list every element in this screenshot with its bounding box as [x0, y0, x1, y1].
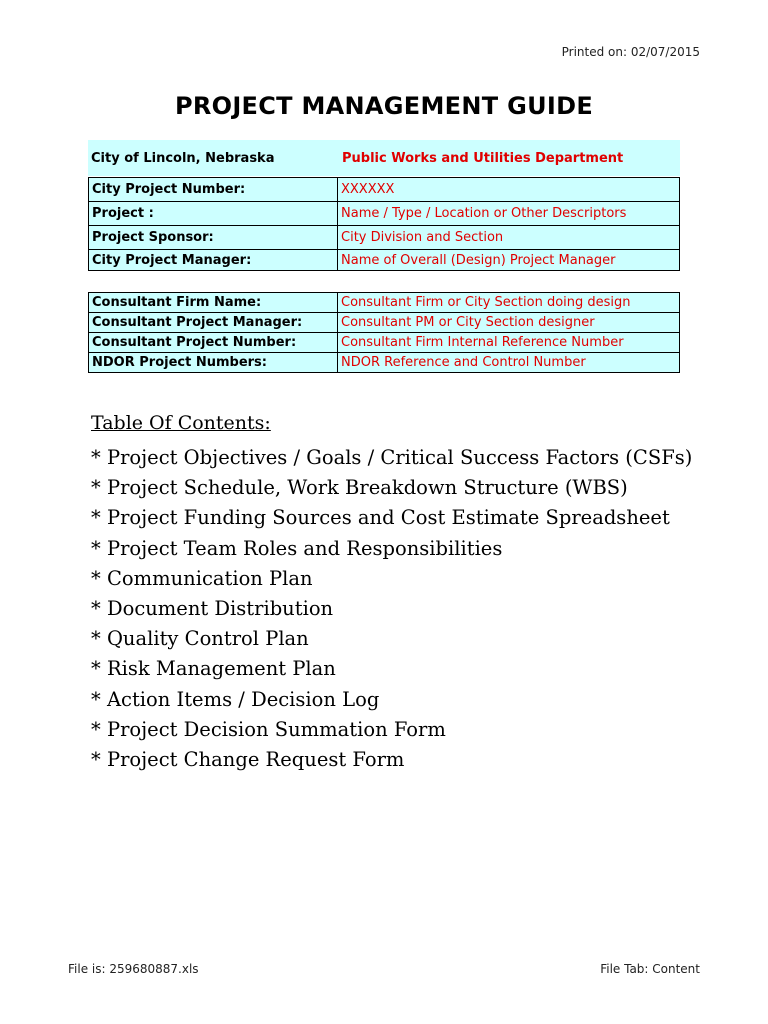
project-sponsor-value[interactable]: City Division and Section — [338, 226, 680, 250]
table-row — [89, 293, 680, 313]
page-title: PROJECT MANAGEMENT GUIDE — [174, 92, 594, 120]
project-number-value[interactable]: XXXXXX — [338, 178, 680, 202]
project-info-table — [88, 177, 680, 271]
ndor-project-numbers-label: NDOR Project Numbers: — [89, 353, 338, 373]
organization-header — [88, 140, 680, 176]
project-value[interactable]: Name / Type / Location or Other Descriptors — [338, 202, 680, 226]
table-row — [89, 226, 680, 250]
toc-item-change-request: * Project Change Request Form — [91, 747, 405, 771]
consultant-firm-label: Consultant Firm Name: — [89, 293, 338, 313]
table-row — [89, 202, 680, 226]
consultant-pm-value[interactable]: Consultant PM or City Section designer — [338, 313, 680, 333]
project-manager-label: City Project Manager: — [89, 250, 338, 271]
toc-item-quality-control: * Quality Control Plan — [91, 627, 309, 651]
table-row — [89, 313, 680, 333]
toc-item-funding: * Project Funding Sources and Cost Estimate Spreadsheet — [91, 506, 670, 530]
consultant-project-number-value[interactable]: Consultant Firm Internal Reference Number — [338, 333, 680, 353]
project-number-label: City Project Number: — [89, 178, 338, 202]
toc-list — [91, 443, 692, 775]
department-name: Public Works and Utilities Department — [342, 150, 624, 166]
city-name: City of Lincoln, Nebraska — [91, 150, 275, 166]
consultant-firm-value[interactable]: Consultant Firm or City Section doing design — [338, 293, 680, 313]
table-of-contents — [91, 412, 692, 775]
toc-item-decision-summation: * Project Decision Summation Form — [91, 717, 446, 741]
ndor-project-numbers-value[interactable]: NDOR Reference and Control Number — [338, 353, 680, 373]
toc-item-action-items: * Action Items / Decision Log — [91, 687, 380, 711]
footer-file-name: File is: 259680887.xls — [68, 962, 199, 976]
table-row — [89, 250, 680, 271]
toc-item-objectives: * Project Objectives / Goals / Critical Success Factors (CSFs) — [91, 446, 693, 469]
project-manager-value[interactable]: Name of Overall (Design) Project Manager — [338, 250, 680, 271]
table-row — [89, 178, 680, 202]
toc-item-document-distribution: * Document Distribution — [91, 596, 334, 620]
toc-heading: Table Of Contents: — [91, 412, 271, 434]
footer-file-tab: File Tab: Content — [600, 962, 700, 976]
printed-on-date: Printed on: 02/07/2015 — [561, 45, 700, 59]
consultant-project-number-label: Consultant Project Number: — [89, 333, 338, 353]
consultant-info-table — [88, 292, 680, 373]
toc-item-schedule: * Project Schedule, Work Breakdown Structure (WBS) — [91, 476, 628, 500]
project-sponsor-label: Project Sponsor: — [89, 226, 338, 250]
project-label: Project : — [89, 202, 338, 226]
table-row — [89, 353, 680, 373]
table-row — [89, 333, 680, 353]
toc-item-risk-management: * Risk Management Plan — [91, 657, 336, 681]
toc-item-communication: * Communication Plan — [91, 566, 313, 590]
toc-item-team-roles: * Project Team Roles and Responsibilities — [91, 536, 503, 560]
consultant-pm-label: Consultant Project Manager: — [89, 313, 338, 333]
